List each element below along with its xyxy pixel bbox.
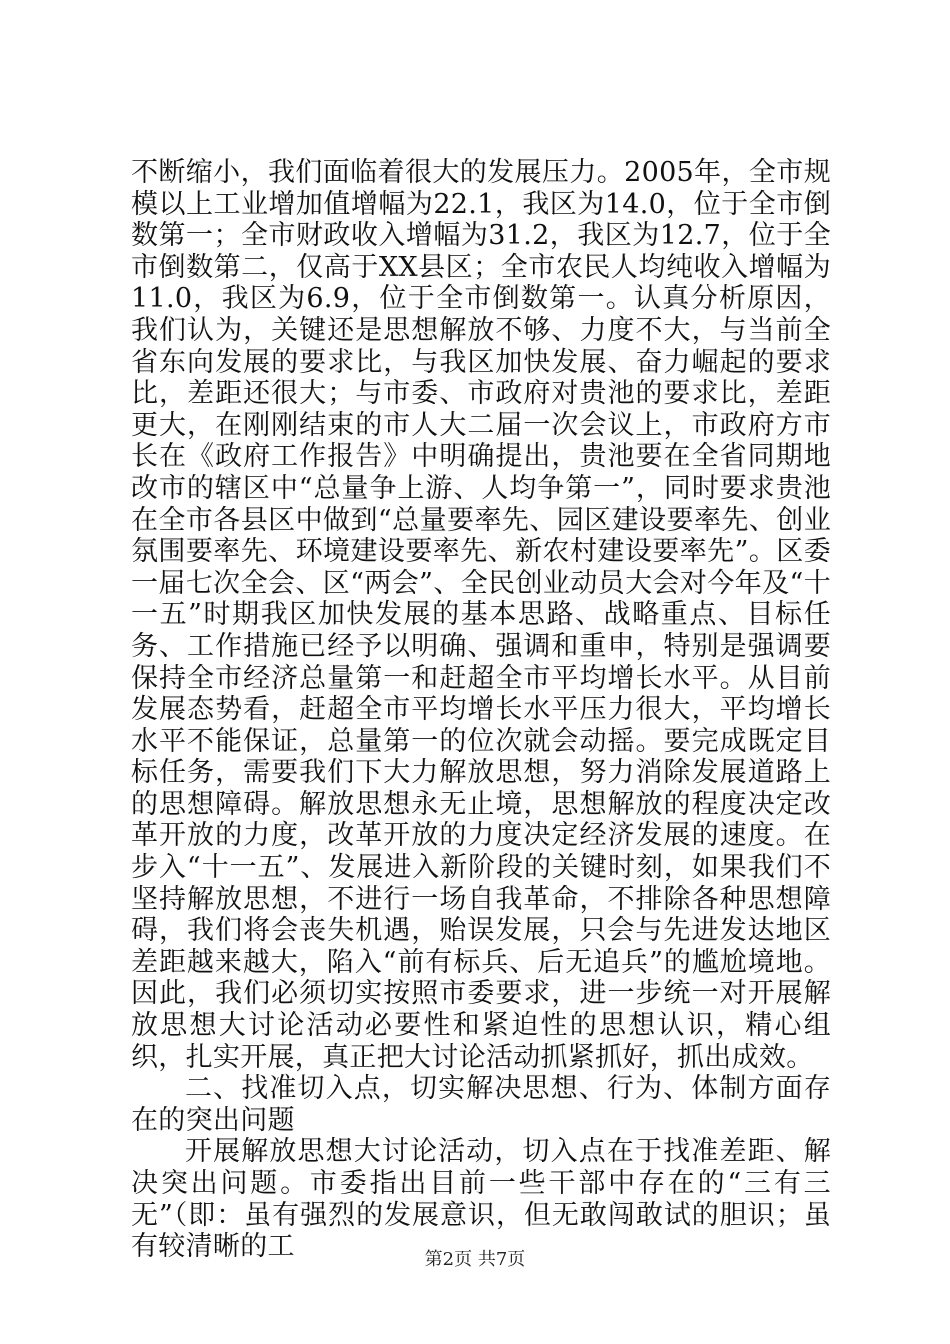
paragraph-3: 开展解放思想大讨论活动，切入点在于找准差距、解决突出问题。市委指出目前一些干部中存在的“三有三无”（即：虽有强烈的发展意识，但无敢闯敢试的胆识；虽有较清晰的工 [131,1136,831,1263]
page-footer: 第2页 共7页 [424,1249,526,1270]
section-heading-2: 二、找准切入点，切实解决思想、行为、体制方面存在的突出问题 [131,1073,831,1136]
document-body [131,157,831,1263]
paragraph-1: 不断缩小，我们面临着很大的发展压力。2005年，全市规模以上工业增加值增幅为22.1，我区为14.0，位于全市倒数第一；全市财政收入增幅为31.2，我区为12.7，位于全市倒数第二，仅高于XX县区；全市农民人均纯收入增幅为11.0，我区为6.9，位于全市倒数第一。认真分析原因，我们认为，关键还是思想解放不够、力度不大，与当前全省东向发展的要求比，与我区加快发展、奋力崛起的要求比，差距还很大；与市委、市政府对贵池的要求比，差距更大，在刚刚结束的市人大二届一次会议上，市政府方市长在《政府工作报告》中明确提出，贵池要在全省同期地改市的辖区中“总量争上游、人均争第一”，同时要求贵池在全市各县区中做到“总量要率先、园区建设要率先、创业氛围要率先、环境建设要率先、新农村建设要率先”。区委一届七次全会、区“两会”、全民创业动员大会对今年及“十一五”时期我区加快发展的基本思路、战略重点、目标任务、工作措施已经予以明确、强调和重申，特别是强调要保持全市经济总量第一和赶超全市平均增长水平。从目前发展态势看，赶超全市平均增长水平压力很大，平均增长水平不能保证，总量第一的位次就会动摇。要完成既定目标任务，需要我们下大力解放思想，努力消除发展道路上的思想障碍。解放思想永无止境，思想解放的程度决定改革开放的力度，改革开放的力度决定经济发展的速度。在步入“十一五”、发展进入新阶段的关键时刻，如果我们不坚持解放思想，不进行一场自我革命，不排除各种思想障碍，我们将会丧失机遇，贻误发展，只会与先进发达地区差距越来越大，陷入“前有标兵、后无追兵”的尴尬境地。因此，我们必须切实按照市委要求，进一步统一对开展解放思想大讨论活动必要性和紧迫性的思想认识，精心组织，扎实开展，真正把大讨论活动抓紧抓好，抓出成效。 [131,157,831,1073]
